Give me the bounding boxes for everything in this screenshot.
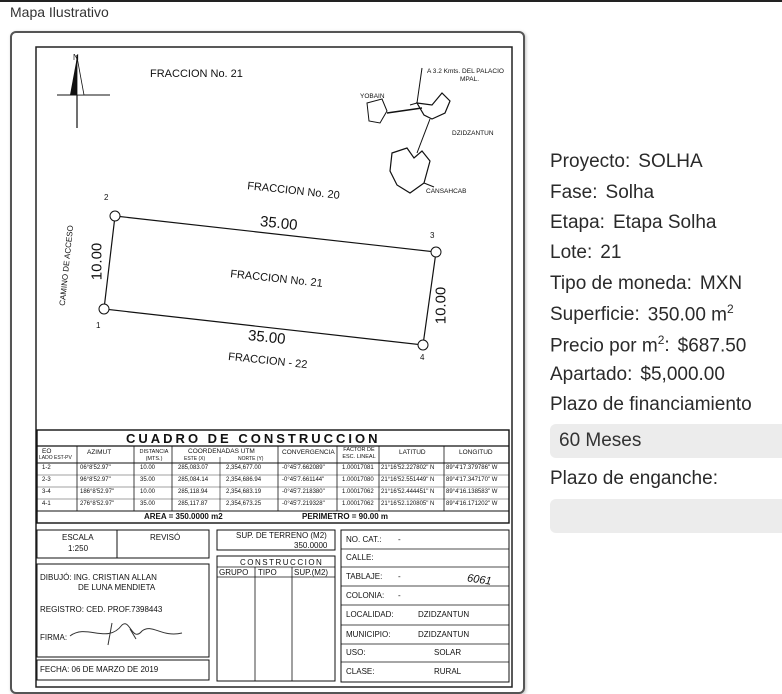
col-head-distancia: DISTANCIA (MTS.) <box>139 449 169 462</box>
cuadro-cell: 96°8'52.97" <box>80 477 111 483</box>
dibujo-label-2: DE LUNA MENDIETA <box>78 583 156 592</box>
cuadro-cell: 1-2 <box>42 465 51 471</box>
uso-value: SOLAR <box>434 648 462 657</box>
cuadro-cell: 35.00 <box>140 501 156 507</box>
superficie-label: Superficie: <box>550 304 640 326</box>
cuadro-cell: 1.00017080 <box>342 477 374 483</box>
cuadro-cell: 186°8'52.97" <box>80 489 115 495</box>
plazo-enganche-select[interactable] <box>550 499 782 533</box>
cuadro-cell: 1.00017062 <box>342 501 374 507</box>
col-head-latitud: LATITUD <box>399 449 426 456</box>
dzidzantun-label: DZIDZANTUN <box>452 130 494 137</box>
area-label: AREA = 350.0000 m2 <box>144 512 223 521</box>
cuadro-cell: 4-1 <box>42 501 51 507</box>
cuadro-cell: 285,083.07 <box>178 465 209 471</box>
cuadro-cell: 2,354,683.19 <box>226 489 262 495</box>
plazo-financiamiento-value: 60 Meses <box>559 430 642 451</box>
yobain-label: YOBAIN <box>360 93 385 100</box>
col-head-este: ESTE (X) <box>184 456 206 462</box>
apartado-label: Apartado: <box>550 364 633 385</box>
cuadro-title: CUADRO DE CONSTRUCCION <box>126 431 381 446</box>
tablaje-label: TABLAJE: <box>346 572 383 581</box>
cuadro-cell: 89°4'17.379786" W <box>446 465 498 471</box>
cuadro-cell: 276°8'52.97" <box>80 501 115 507</box>
localidad-label: LOCALIDAD: <box>346 610 394 619</box>
cuadro-cell: 2,354,677.00 <box>226 465 262 471</box>
cuadro-cell: 89°4'16.138583" W <box>446 489 498 495</box>
signature-icon <box>70 624 182 636</box>
tablaje-handwritten: 6061 <box>466 572 493 588</box>
sup-terreno-value: 350.0000 <box>294 541 328 550</box>
fraccion-20-label: FRACCION No. 20 <box>246 180 341 202</box>
cuadro-cell: 285,118.94 <box>178 489 208 495</box>
cuadro-cell: 35.00 <box>140 477 156 483</box>
plazo-financiamiento-label: Plazo de financiamiento <box>550 394 752 415</box>
moneda-row <box>550 273 742 295</box>
localidad-value: DZIDZANTUN <box>418 610 470 619</box>
fraccion-top-label: FRACCION No. 21 <box>150 68 243 80</box>
vertex-3 <box>431 247 441 257</box>
precio-label: Precio por m <box>550 335 658 357</box>
superficie-row <box>550 302 734 326</box>
precio-value: $687.50 <box>677 335 747 357</box>
vertex-4-label: 4 <box>420 353 425 362</box>
cuadro-cell: 06°8'52.97" <box>80 465 111 471</box>
cuadro-cell: 21°16'52.227802" N <box>381 465 435 471</box>
calle-label: CALLE: <box>346 553 374 562</box>
camino-label: CAMINO DE ACCESO <box>57 224 76 307</box>
cuadro-cell: 10.00 <box>140 465 156 471</box>
colonia-value: - <box>398 591 401 600</box>
location-note-2: MPAL. <box>460 76 480 83</box>
apartado-value: $5,000.00 <box>640 364 725 385</box>
col-head-lado: LADO EST-PV <box>39 455 72 461</box>
colonia-label: COLONIA: <box>346 591 385 600</box>
col-head-coordenadas: COORDENADAS UTM <box>188 448 255 455</box>
vertex-3-label: 3 <box>430 231 435 240</box>
cuadro-cell: 10.00 <box>140 489 156 495</box>
fase-label: Fase: <box>550 182 598 203</box>
precio-superscript: 2 <box>657 333 665 347</box>
etapa-value: Etapa Solha <box>612 212 717 233</box>
municipio-label: MUNICIPIO: <box>346 630 391 639</box>
location-note: A 3.2 Kmts. DEL PALACIO <box>427 68 504 75</box>
no-cat-value: - <box>398 535 401 544</box>
construccion-label: CONSTRUCCION <box>240 558 324 567</box>
squared-superscript: 2 <box>727 302 734 316</box>
cuadro-cell: -0°45'7.662089" <box>282 465 325 471</box>
plan-image <box>10 31 525 694</box>
perimetro-label: PERIMETRO = 90.00 m <box>302 512 389 521</box>
sup-m2-label: SUP.(M2) <box>294 568 329 577</box>
fase-value: Solha <box>605 182 655 203</box>
lote-row <box>550 242 621 264</box>
etapa-label: Etapa: <box>550 212 605 233</box>
col-head-azimut: AZIMUT <box>87 449 112 456</box>
uso-label: USO: <box>346 648 366 657</box>
vertex-2-label: 2 <box>104 193 109 202</box>
cuadro-cell: 285,084.14 <box>178 477 209 483</box>
municipio-value: DZIDZANTUN <box>418 630 470 639</box>
tipo-label: TIPO <box>258 568 277 577</box>
col-head-norte: NORTE (Y) <box>238 456 264 462</box>
superficie-value: 350.00 m <box>647 304 728 326</box>
north-arrow-icon <box>70 57 77 95</box>
cuadro-cell: 89°4'17.347170" W <box>446 477 498 483</box>
plazo-enganche-label: Plazo de enganche: <box>550 468 718 489</box>
cuadro-cell: 2,354,686.94 <box>226 477 262 483</box>
clase-value: RURAL <box>434 667 462 676</box>
plazo-financiamiento-select[interactable] <box>550 424 782 458</box>
fraccion-22-label: FRACCION - 22 <box>227 350 308 372</box>
north-label: N <box>73 53 79 62</box>
sup-terreno-label: SUP. DE TERRENO (M2) <box>236 531 327 540</box>
fase-row <box>550 182 654 204</box>
escala-value: 1:250 <box>68 544 89 553</box>
tablaje-value: - <box>398 572 401 581</box>
cuadro-cell: 21°16'52.551449" N <box>381 477 435 483</box>
precio-colon: : <box>664 335 670 357</box>
dim-left: 10.00 <box>88 242 106 281</box>
moneda-value: MXN <box>699 273 743 294</box>
no-cat-label: NO. CAT.: <box>346 535 382 544</box>
col-head-factor: FACTOR DE ESC. LINEAL <box>342 447 376 460</box>
proyecto-value: SOLHA <box>638 151 703 172</box>
proyecto-label: Proyecto: <box>550 151 631 172</box>
dim-bottom: 35.00 <box>247 327 287 348</box>
cansahcab-label: CANSAHCAB <box>426 188 467 195</box>
vertex-4 <box>418 340 428 350</box>
col-head-convergencia: CONVERGENCIA <box>282 449 335 456</box>
registro-label: REGISTRO: CED. PROF.7398443 <box>40 605 163 614</box>
escala-label: ESCALA <box>62 533 94 542</box>
precio-row <box>550 333 746 357</box>
clase-label: CLASE: <box>346 667 375 676</box>
cuadro-cell: -0°45'7.219328" <box>282 501 325 507</box>
cuadro-cell: -0°45'7.218380" <box>282 489 325 495</box>
cuadro-cell: -0°45'7.661144" <box>282 477 325 483</box>
cuadro-cell: 89°4'16.171202" W <box>446 501 498 507</box>
proyecto-row <box>550 151 703 173</box>
moneda-label: Tipo de moneda: <box>550 273 692 294</box>
map-title: Mapa Ilustrativo <box>10 4 109 20</box>
dibujo-label: DIBUJÓ: ING. CRISTIAN ALLAN <box>40 573 157 582</box>
lote-label: Lote: <box>550 242 593 263</box>
cuadro-cell: 21°16'52.120805" N <box>381 501 435 507</box>
grupo-label: GRUPO <box>219 568 249 577</box>
reviso-label: REVISÓ <box>150 533 181 542</box>
cuadro-cell: 2,354,673.25 <box>226 501 262 507</box>
cuadro-cell: 285,117.87 <box>178 501 208 507</box>
top-divider <box>0 0 782 2</box>
vertex-1 <box>99 304 109 314</box>
cuadro-cell: 3-4 <box>42 489 51 495</box>
etapa-row <box>550 212 716 234</box>
fecha-label: FECHA: 06 DE MARZO DE 2019 <box>40 665 159 674</box>
cuadro-cell: 1.00017081 <box>342 465 374 471</box>
cuadro-cell: 1.00017062 <box>342 489 374 495</box>
dim-top: 35.00 <box>259 213 299 234</box>
apartado-row <box>550 364 725 386</box>
firma-label: FIRMA: <box>40 633 68 642</box>
lote-value: 21 <box>600 242 622 263</box>
cuadro-cell: 21°16'52.444451" N <box>381 489 435 495</box>
vertex-2 <box>110 211 120 221</box>
dim-right: 10.00 <box>432 286 450 325</box>
vertex-1-label: 1 <box>96 321 101 330</box>
col-head-lado-top: EO <box>42 448 52 455</box>
fraccion-center-label: FRACCION No. 21 <box>229 268 324 290</box>
cuadro-cell: 2-3 <box>42 477 51 483</box>
col-head-longitud: LONGITUD <box>459 449 493 456</box>
